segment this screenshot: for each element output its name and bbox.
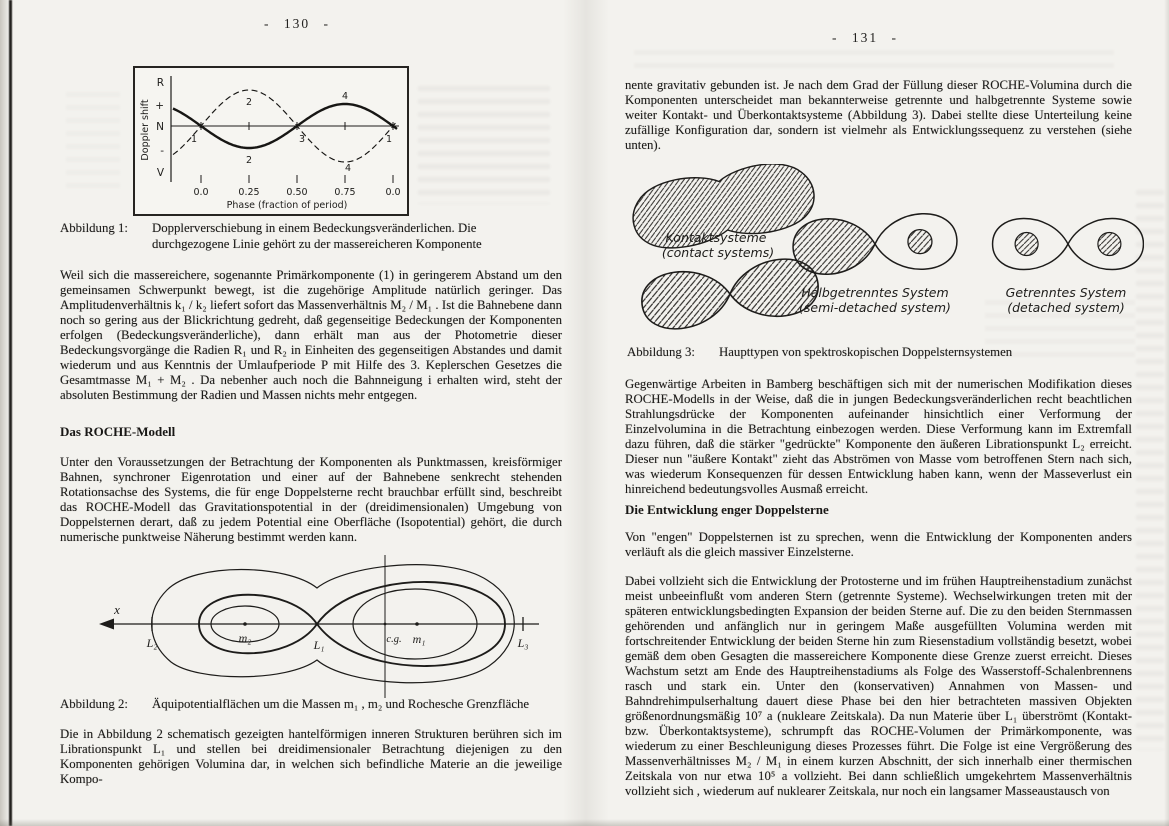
detached-system-shape xyxy=(993,218,1144,269)
xtick-075: 0.75 xyxy=(334,187,356,198)
secondary-star xyxy=(1098,233,1121,256)
contact-system-label xyxy=(662,230,774,260)
left-paragraph-3: Die in Abbildung 2 schematisch gezeigten hantelförmigen inneren Strukturen berühren sich im Librationspunkt L₁ und stellen bei dreidimensionaler Betrachtung diejenigen zu den Komponenten gehörigen Volumina dar, in welchen sich befindliche Materie an die jeweilige Kompo- xyxy=(60,727,562,786)
ytick-V: V xyxy=(156,167,164,179)
left-paragraph-1: Weil sich die massereichere, sogenannte Primärkomponente (1) in geringerem Abstand um den gemeinsamen Schwerpunkt bewegt, ist die zugehörige Amplitude natürlich geringer. Das Amplitudenverhältnis k₁ / k₂ liefert sofort das Massenverhältnis M₂ / M₁ . Ist die Bahnebene dann noch so gering aus der Blickrichtung gedreht, daß gegenseitige Bedeckungen der Komponenten erfolgen (Bedeckungsveränderliche), dann erhält man aus der Photometrie dieser Bedeckungsvorgänge die Radien R₁ und R₂ in Einheiten des gegenseitigen Abstandes und damit wiederum und aus Kenntnis der Umlaufperiode P mit Hilfe des 3. Keplerschen Gesetzes die Gesamtmasse M₁ + M₂ . Da nebenher auch noch die Bahnneigung i erhalten wird, steht der absoluten Bestimmung der Radien und Massen nichts mehr entgegen. xyxy=(60,268,562,402)
label-cg: c.g. xyxy=(386,634,402,645)
xtick-025: 0.25 xyxy=(238,187,260,198)
contact-system-shape xyxy=(639,255,822,333)
figure3-binary-types xyxy=(628,164,1144,336)
right-section-heading: Die Entwicklung enger Doppelsterne xyxy=(625,502,829,517)
point-label-4-bottom: 4 xyxy=(344,163,352,174)
right-paragraph-1: nente gravitativ gebunden ist. Je nach dem Grad der Füllung dieser ROCHE-Volumina durch die Komponenten unterscheidet man bekannterweise getrennte und halbgetrennte Systeme sowie weiter Kontakt- und Überkontaktsysteme (Abbildung 3). Dabei stellte diese Unterteilung keine zufällige Konfiguration dar, sondern ist vielmehr als Entwicklungssequenz zu verstehen (siehe unten). xyxy=(625,78,1132,152)
figure2-caption xyxy=(60,697,562,713)
figure2-caption-text: Äquipotentialflächen um die Massen m₁ , m₂ und Rochesche Grenzfläche xyxy=(152,697,530,711)
ytick-R: R xyxy=(156,77,164,89)
figure1-doppler-plot xyxy=(133,66,409,216)
ytick-plus: + xyxy=(155,100,164,112)
ytick-N: N xyxy=(156,121,164,133)
point-label-1-right: 1 xyxy=(385,134,393,145)
detached-label-line2: (detached system) xyxy=(1007,300,1125,315)
semi-detached-system-label xyxy=(799,285,951,315)
figure1-caption xyxy=(60,221,542,252)
right-paragraph-2: Gegenwärtige Arbeiten in Bamberg beschäftigen sich mit der numerischen Modifikation dieses ROCHE-Modells in der Weise, daß die in jungen Bedeckungsveränderlichen recht beachtlichen Strahlungsdrücke der Komponenten aufeinander hinsichtlich einer Verformung der Einzelvolumina in die Betrachtung einbezogen werden. Diese Verformung kann im Extremfall dazu führen, daß die stärker "gedrückte" Komponente den äußeren Librationspunkt L₂ erreicht. Dieser nun "äußere Kontakt" zieht das Abströmen von Masse vom betroffenen Stern nach sich, was wiederum Konsequenzen für dessen Entwicklung haben kann, wenn der Masseverlust ein hinreichend bedeutungsvolles Ausmaß erreicht. xyxy=(625,377,1132,496)
semi-detached-system-shape xyxy=(792,212,959,276)
primary-star xyxy=(1015,233,1038,256)
figure2-caption-label: Abbildung 2: xyxy=(60,697,128,711)
label-m1: m₁ xyxy=(412,632,426,646)
point-label-1-left: 1 xyxy=(190,134,198,145)
semi-label-line1: Halbgetrenntes System xyxy=(801,285,949,300)
label-L2: L₂ xyxy=(146,636,158,650)
label-L3: L₃ xyxy=(517,636,529,650)
figure1-caption-text: Dopplerverschiebung in einem Bedeckungsveränderlichen. Die durchgezogene Linie gehört zu der massereicheren Komponente xyxy=(152,221,482,251)
figure1-x-tick-labels xyxy=(193,187,400,198)
book-spine-edge-line xyxy=(9,0,12,826)
figure3-caption xyxy=(627,345,1132,361)
bleed-through-texture xyxy=(634,50,1114,68)
left-paragraph-2: Unter den Voraussetzungen der Betrachtung der Komponenten als Punktmassen, kreisförmiger Bahnen, synchroner Eigenrotation und einer auf der Bahnebene senkrecht stehenden Rotationsachse des Systems, die für enge Doppelsterne recht brauchbar erfüllt sind, beschreibt das ROCHE-Modell das Gravitationspotential in der (dreidimensionalen) Umgebung von Doppelsternen derart, daß zu jedem Potential eine Oberfläche (Isopotential) gehört, die durch numerische punktweise Näherung bestimmt werden kann. xyxy=(60,455,562,544)
ytick-minus: - xyxy=(160,145,164,157)
figure3-caption-label: Abbildung 3: xyxy=(627,345,695,359)
scan-left-edge xyxy=(0,0,9,826)
figure1-x-axis-label: Phase (fraction of period) xyxy=(226,200,348,211)
figure1-caption-label: Abbildung 1: xyxy=(60,221,128,235)
label-L1: L₁ xyxy=(313,638,325,652)
bleed-through-texture xyxy=(418,86,550,204)
page-gutter-shadow xyxy=(563,0,609,826)
figure1-y-tick-labels xyxy=(155,77,165,179)
point-label-2-top: 2 xyxy=(245,97,253,108)
figure1-y-axis-label: Doppler shift xyxy=(140,99,151,161)
xtick-0-right: 0.0 xyxy=(385,187,401,198)
right-page-number: - 131 - xyxy=(832,30,898,45)
right-paragraph-3: Von "engen" Doppelsternen ist zu sprechen, wenn die Entwicklung der Komponenten anders verläuft als die gleich massiver Einzelsterne. xyxy=(625,530,1132,559)
xtick-0: 0.0 xyxy=(193,187,209,198)
secondary-star xyxy=(907,229,932,254)
mass-point-m1 xyxy=(415,622,419,626)
point-label-2-bottom: 2 xyxy=(245,155,253,166)
label-m2: m₂ xyxy=(238,631,252,645)
semi-label-line2: (semi-detached system) xyxy=(799,300,951,315)
figure2-roche-equipotentials xyxy=(95,552,545,700)
point-label-3: 3 xyxy=(298,134,306,145)
figure3-caption-text: Haupttypen von spektroskopischen Doppelsternsystemen xyxy=(719,345,1013,359)
left-page-number: - 130 - xyxy=(264,16,330,31)
x-axis-arrowhead xyxy=(99,619,114,630)
mass-point-m2 xyxy=(243,622,247,626)
detached-label-line1: Getrenntes System xyxy=(1005,285,1127,300)
scan-right-edge xyxy=(1164,0,1169,826)
xtick-050: 0.50 xyxy=(286,187,308,198)
point-label-4-top: 4 xyxy=(341,91,349,102)
figure1-x-ticks xyxy=(201,175,393,183)
bleed-through-texture xyxy=(66,92,120,188)
center-of-gravity-point xyxy=(384,623,387,626)
label-x-axis: x xyxy=(114,602,120,617)
figure1-svg xyxy=(135,68,407,214)
contact-label-line1: Kontaktsysteme xyxy=(665,230,767,245)
scan-bottom-edge xyxy=(0,819,1169,826)
right-paragraph-4: Dabei vollzieht sich die Entwicklung der Protosterne und im frühen Hauptreihenstadium zunächst meist unbeeinflußt vom anderen Stern (getrennte Systeme). Wechselwirkungen treten mit der späteren entwicklungsbedingten Expansion der beiden Sterne auf. Die zu den beiden Sternmassen gehörenden und anfänglich nur in geringem Maße ausgefüllten Volumina werden mit fortschreitender Entwicklung der beiden Sterne hin zum Riesenstadium vollständig besetzt, wobei gemäß dem oben Gesagten die massereichere Komponente diese Grenze zuerst erreicht. Dieses Wachstum setzt am Ende des Hauptreihenstadiums als Folge des Wasserstoff-Schalenbrennens rasch und stark ein. Unter den (konservativen) Annahmen von Massen- und Bahndrehimpulserhaltung dauert diese Phase bei den hier betrachteten massiven Objekten größenordnungsmäßig 10⁷ a (nukleare Zeitskala). Da nun Materie über L₁ überströmt (Kontakt- bzw. Überkontaktsysteme), schrumpft das ROCHE-Volumen der Primärkomponente, was wiederum zu einer Beschleunigung dieses Prozesses führt. Die Folge ist eine Vergrößerung des Massenverhältnisses M₂ / M₁ in einem kurzen Abschnitt, der sich innerhalb einer thermischen Zeitskala von nur etwa 10⁵ a vollzieht. Bei dann schließlich umgekehrtem Massenverhältnis vollzieht sich , wiederum auf nuklearer Zeitskala, nur noch ein langsamer Masseaustausch von xyxy=(625,574,1132,798)
detached-system-label xyxy=(1006,285,1127,315)
left-section-heading: Das ROCHE-Modell xyxy=(60,424,176,439)
contact-label-line2: (contact systems) xyxy=(661,245,775,260)
